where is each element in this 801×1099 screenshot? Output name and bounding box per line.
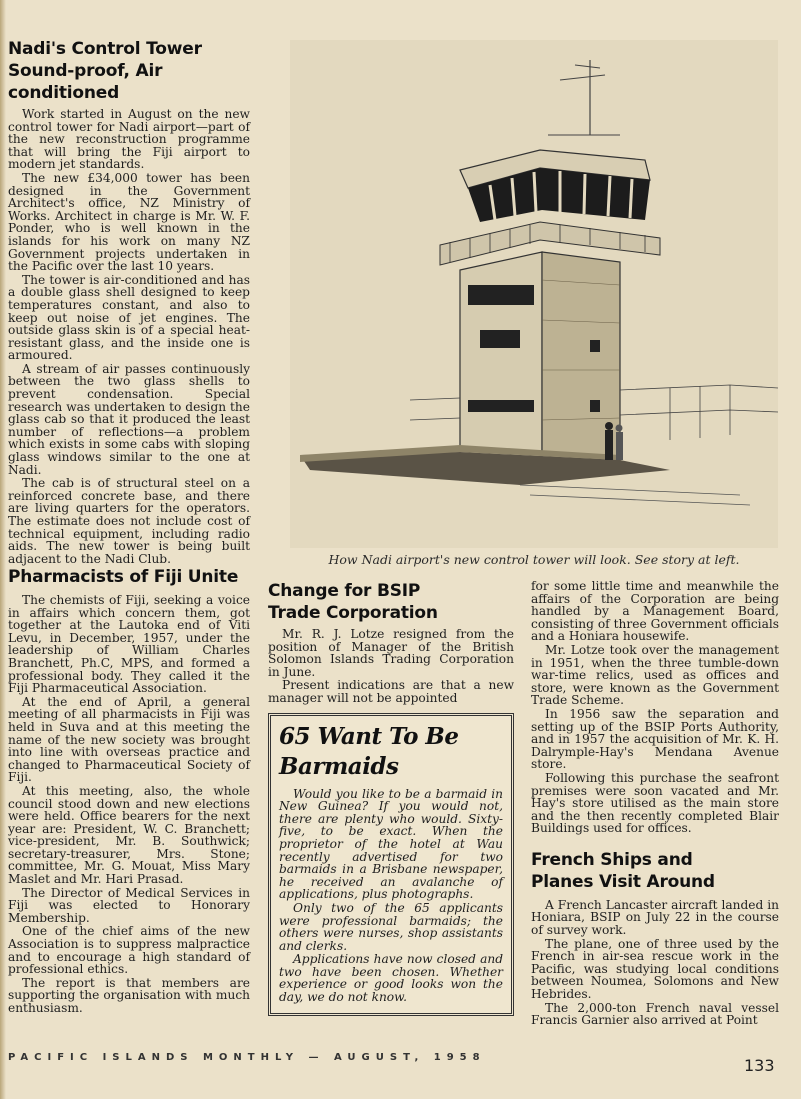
- bsip-headline-line-2: Trade Corporation: [268, 603, 438, 623]
- nadi-headline-line-1: Nadi's Control Tower: [8, 39, 202, 59]
- nadi-body: [8, 108, 250, 565]
- page-number: 133: [744, 1056, 775, 1075]
- barmaids-paragraph: Only two of the 65 applicants were professional barmaids; the others were nurses, shop assistants and clerks.: [279, 900, 503, 953]
- barmaids-paragraph: Would you like to be a barmaid in New Guinea? If you would not, there are plenty who would. Sixty-five, to be exact. When the proprietor of the hotel at Wau recently advertised for two barmaids in a Brisbane newspaper, he received an avalanche of applications, plus photographs.: [279, 786, 503, 902]
- nadi-article: [8, 38, 250, 566]
- nadi-paragraph: The tower is air-conditioned and has a double glass shell designed to keep temperatures constant, and also to keep out noise of jet engines. The outside glass skin is of a special heat-resistant glass, and the inside one is armoured.: [8, 272, 250, 363]
- pharmacists-headline: Pharmacists of Fiji Unite: [8, 567, 239, 587]
- barmaids-paragraph: Applications have now closed and two have been chosen. Whether experience or good looks won the day, we do not know.: [279, 952, 503, 1005]
- barmaids-boxed-article: [268, 713, 514, 1016]
- running-footer: PACIFIC ISLANDS MONTHLY — AUGUST, 1958: [8, 1052, 486, 1063]
- french-paragraph: The 2,000-ton French naval vessel Francis Garnier also arrived at Point: [531, 1000, 779, 1028]
- pharmacists-paragraph: The Director of Medical Services in Fiji was elected to Honorary Membership.: [8, 885, 250, 925]
- nadi-headline-line-2: Sound-proof, Air conditioned: [8, 61, 163, 103]
- nadi-paragraph: The cab is of structural steel on a reinforced concrete base, and there are living quarters for the operators. The estimate does not include cost of technical equipment, including radio aids. The new tower is being built adjacent to the Nadi Club.: [8, 476, 250, 566]
- barmaids-body: [279, 788, 503, 1004]
- barmaids-headline-line-2: Barmaids: [279, 752, 399, 780]
- nadi-paragraph: A stream of air passes continuously between the two glass shells to prevent condensation. Special research was undertaken to design the glass cab so that it produced the least number of reflections—a problem which exists in some cabs with sloping glass windows similar to the one at Nadi.: [8, 361, 250, 477]
- bsip-continued-paragraph: In 1956 saw the separation and setting up of the BSIP Ports Authority, and in 1957 the acquisition of Mr. K. H. Dalrymple-Hay's Mendana Avenue store.: [531, 706, 779, 772]
- pharmacists-paragraph: At this meeting, also, the whole council stood down and new elections were held. Office bearers for the next year are: President, W. C. Branchett; vice-president, Mr. B. Southwick; secretary-treasurer, Mrs. Stone; committee, Mr. G. Mouat, Miss Mary Maslet and Mr. Hari Prasad.: [8, 783, 250, 887]
- barmaids-headline: [279, 722, 503, 782]
- french-body: [531, 899, 779, 1027]
- pharmacists-paragraph: The chemists of Fiji, seeking a voice in affairs which concern them, got together at the Lautoka end of Viti Levu, in December, 1957, under the leadership of William Charles Branchett, Ph.C, MPS, and formed a professional body. They called it the Fiji Pharmaceutical Association.: [8, 593, 250, 696]
- pharmacists-paragraph: The report is that members are supporting the organisation with much enthusiasm.: [8, 975, 250, 1015]
- pharmacists-paragraph: At the end of April, a general meeting of all pharmacists in Fiji was held in Suva and at this meeting the name of the new society was brought into line with overseas practice and changed to Pharmaceutical Society of Fiji.: [8, 694, 250, 785]
- bsip-continued-paragraph: Following this purchase the seafront premises were soon vacated and Mr. Hay's store utilised as the main store and the then recently completed Blair Buildings used for offices.: [531, 770, 779, 836]
- pharmacists-article: [8, 566, 250, 1016]
- nadi-paragraph: The new £34,000 tower has been designed in the Government Architect's office, NZ Ministry of Works. Architect in charge is Mr. W. F. Ponder, who is well known in the islands for his work on many NZ Government projects undertaken in the Pacific over the last 10 years.: [8, 170, 250, 274]
- french-headline-line-1: French Ships and: [531, 849, 693, 870]
- french-article: [531, 849, 779, 1027]
- pharmacists-body: [8, 594, 250, 1015]
- french-paragraph: The plane, one of three used by the French in air-sea rescue work in the Pacific, was studying local conditions between Noumea, Solomons and New Hebrides.: [531, 936, 779, 1002]
- control-tower-drawing: [290, 40, 778, 548]
- bsip-article: [268, 580, 514, 1016]
- bsip-body: [268, 628, 514, 705]
- bsip-headline-line-1: Change for BSIP: [268, 581, 421, 601]
- illustration-caption: How Nadi airport's new control tower will look. See story at left.: [328, 552, 740, 567]
- right-column: [531, 580, 779, 1028]
- control-tower-illustration: [290, 40, 778, 548]
- bsip-continued-paragraph: Mr. Lotze took over the management in 1951, when the three tumble-down war-time relics, used as offices and store, were known as the Government Trade Scheme.: [531, 642, 779, 708]
- pharmacists-paragraph: One of the chief aims of the new Association is to suppress malpractice and to encourage a high standard of professional ethics.: [8, 924, 250, 977]
- french-paragraph: A French Lancaster aircraft landed in Honiara, BSIP on July 22 in the course of survey work.: [531, 897, 779, 938]
- bsip-paragraph: Mr. R. J. Lotze resigned from the position of Manager of the British Solomon Islands Trading Corporation in June.: [268, 627, 514, 679]
- barmaids-headline-line-1: 65 Want To Be: [279, 722, 459, 750]
- french-headline-line-2: Planes Visit Around: [531, 871, 715, 892]
- bsip-continued-body: [531, 580, 779, 835]
- nadi-paragraph: Work started in August on the new control tower for Nadi airport—part of the new reconstruction programme that will bring the Fiji airport to modern jet standards.: [8, 107, 250, 172]
- bsip-continued-paragraph: for some little time and meanwhile the affairs of the Corporation are being handled by a Management Board, consisting of three Government officials and a Honiara housewife.: [531, 579, 779, 644]
- page-binding-shadow: [0, 0, 6, 1099]
- bsip-paragraph: Present indications are that a new manager will not be appointed: [268, 678, 514, 705]
